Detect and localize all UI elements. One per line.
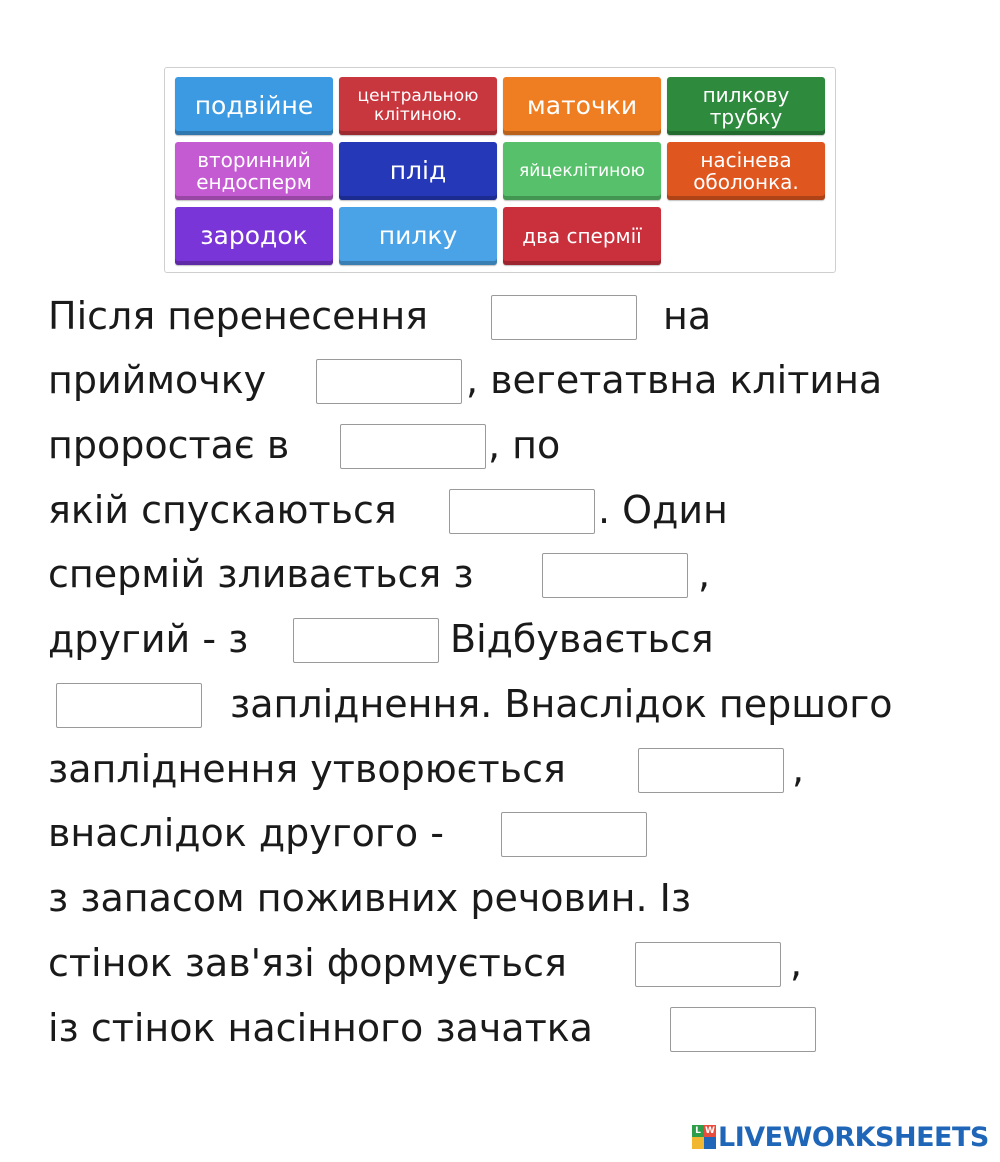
word-tile-zarodok[interactable]: зародок (175, 207, 333, 265)
text-fragment: . Один (598, 488, 728, 532)
answer-gap-9[interactable] (501, 812, 647, 857)
text-fragment: на (663, 294, 712, 338)
text-fragment: з запасом поживних речовин. Із (48, 876, 692, 920)
word-tile-pylkovu-trubku[interactable]: пилкову трубку (667, 77, 825, 135)
text-fragment: якій спускаються (48, 488, 397, 532)
logo-mark-cell: W (705, 1126, 715, 1136)
answer-gap-6[interactable] (293, 618, 439, 663)
text-line-9 (0, 803, 1000, 867)
text-fragment: , вегетатвна клітина (466, 358, 883, 402)
text-fragment: , по (488, 423, 561, 467)
logo-mark-cell (692, 1137, 704, 1149)
text-fragment: приймочку (48, 358, 267, 402)
text-line-4 (0, 480, 1000, 544)
text-line-1 (0, 286, 1000, 350)
text-fragment: запліднення утворюється (48, 747, 566, 791)
logo-wordmark: LIVEWORKSHEETS (718, 1121, 989, 1153)
word-tile-centralnoyu-klitynoyu[interactable]: центральною клітиною. (339, 77, 497, 135)
word-tile-dva-spermii[interactable]: два спермії (503, 207, 661, 265)
text-line-6 (0, 609, 1000, 673)
text-fragment: другий - з (48, 617, 249, 661)
logo-mark-cell: L (692, 1125, 704, 1137)
answer-gap-4[interactable] (449, 489, 595, 534)
text-line-3 (0, 415, 1000, 479)
text-line-2 (0, 350, 1000, 414)
text-fragment: із стінок насінного зачатка (48, 1006, 593, 1050)
text-line-8 (0, 739, 1000, 803)
answer-gap-3[interactable] (340, 424, 486, 469)
text-fragment: проростає в (48, 423, 290, 467)
text-fragment: Після перенесення (48, 294, 429, 338)
word-tile-matochky[interactable]: маточки (503, 77, 661, 135)
text-fragment: запліднення. Внаслідок першого (230, 682, 893, 726)
liveworksheets-logo-mark-icon (692, 1125, 716, 1149)
text-line-5 (0, 544, 1000, 608)
answer-gap-5[interactable] (542, 553, 688, 598)
word-tile-podviine[interactable]: подвійне (175, 77, 333, 135)
answer-gap-11[interactable] (670, 1007, 816, 1052)
text-fragment: , (790, 941, 803, 985)
word-tile-yaitseklitynoyu[interactable]: яйцеклітиною (503, 142, 661, 200)
word-tile-pylku[interactable]: пилку (339, 207, 497, 265)
word-tile-vtorynnyi-endosperm[interactable]: вторинний ендосперм (175, 142, 333, 200)
answer-gap-7[interactable] (56, 683, 202, 728)
text-line-11 (0, 933, 1000, 997)
text-fragment: , (792, 747, 805, 791)
word-tile-nasinneva-obolonka[interactable]: насінева оболонка. (667, 142, 825, 200)
text-fragment: стінок зав'язі формується (48, 941, 567, 985)
text-fragment: внаслідок другого - (48, 811, 444, 855)
answer-gap-8[interactable] (638, 748, 784, 793)
word-tile-plid[interactable]: плід (339, 142, 497, 200)
answer-gap-1[interactable] (491, 295, 637, 340)
answer-gap-10[interactable] (635, 942, 781, 987)
text-fragment: Відбувається (450, 617, 714, 661)
text-fragment: спермій зливається з (48, 552, 474, 596)
text-line-7 (0, 674, 1000, 738)
logo-mark-cell (704, 1137, 716, 1149)
word-bank (164, 67, 836, 273)
answer-gap-2[interactable] (316, 359, 462, 404)
liveworksheets-logo (692, 1121, 989, 1153)
text-fragment: , (698, 552, 711, 596)
text-line-10 (0, 868, 1000, 932)
text-line-12 (0, 998, 1000, 1062)
